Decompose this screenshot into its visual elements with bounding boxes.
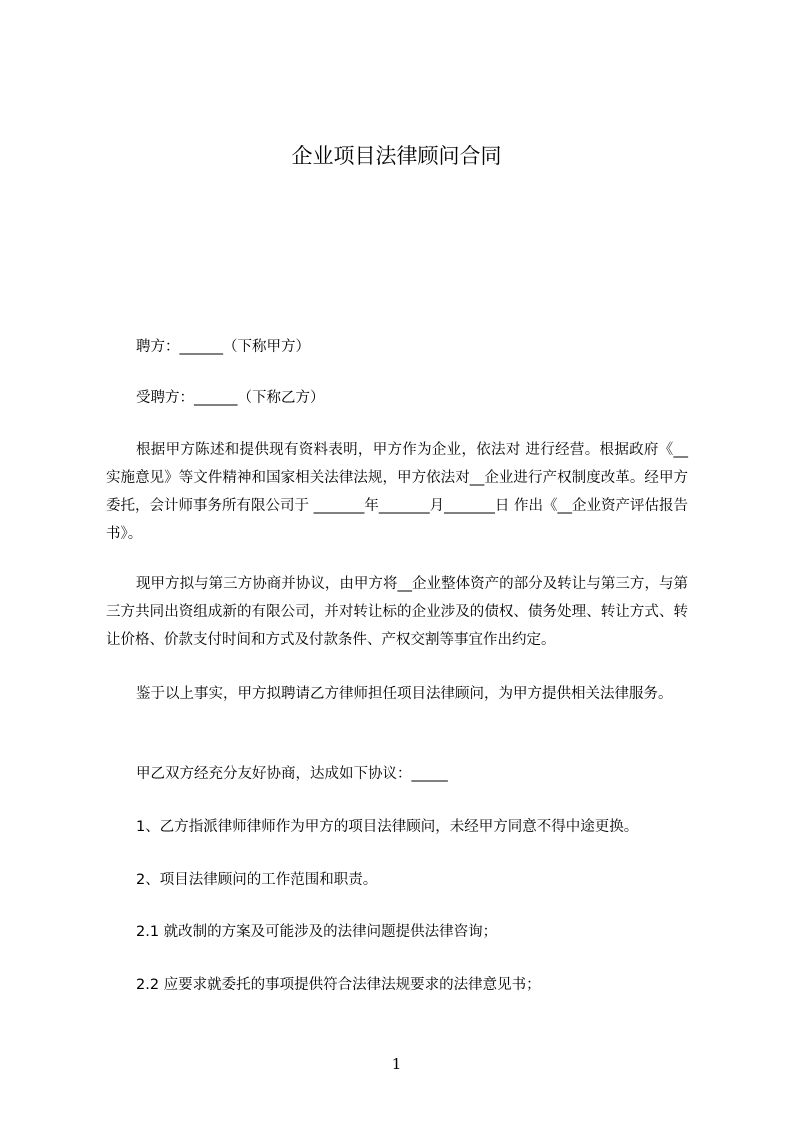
clause-2-1: 2.1 就改制的方案及可能涉及的法律问题提供法律咨询； <box>136 924 498 940</box>
deal-paragraph: 现甲方拟与第三方协商并协议，由甲方将__企业整体资产的部分及转让与第三方，与第三方共同出资组成新的有限公司，并对转让标的企业涉及的债权、债务处理、转让方式、转让价格、价款支付时间和方式及付款条件、产权交割等事宜作出约定。 <box>106 576 688 648</box>
intro-paragraph: 根据甲方陈述和提供现有资料表明，甲方作为企业，依法对 进行经营。根据政府《__实施意见》等文件精神和国家相关法律法规，甲方依法对__企业进行产权制度改革。经甲方委托，会计师事务所有限公司于 _______年_______月_______日 作出《__企业资产评估报告书》。 <box>106 442 688 542</box>
employee-paragraph: 受聘方：______（下称乙方） <box>136 390 325 406</box>
agreement-paragraph: 甲乙双方经充分友好协商，达成如下协议：_____ <box>136 766 448 782</box>
page-number: 1 <box>391 1055 402 1073</box>
employer-paragraph: 聘方：______（下称甲方） <box>136 339 310 355</box>
clause-2-2: 2.2 应要求就委托的事项提供符合法律法规要求的法律意见书； <box>136 977 541 993</box>
document-title: 企业项目法律顾问合同 <box>291 144 502 168</box>
purpose-paragraph: 鉴于以上事实，甲方拟聘请乙方律师担任项目法律顾问，为甲方提供相关法律服务。 <box>136 686 673 702</box>
clause-2: 2、项目法律顾问的工作范围和职责。 <box>136 872 378 888</box>
clause-1: 1、乙方指派律师律师作为甲方的项目法律顾问，未经甲方同意不得中途更换。 <box>136 819 639 835</box>
